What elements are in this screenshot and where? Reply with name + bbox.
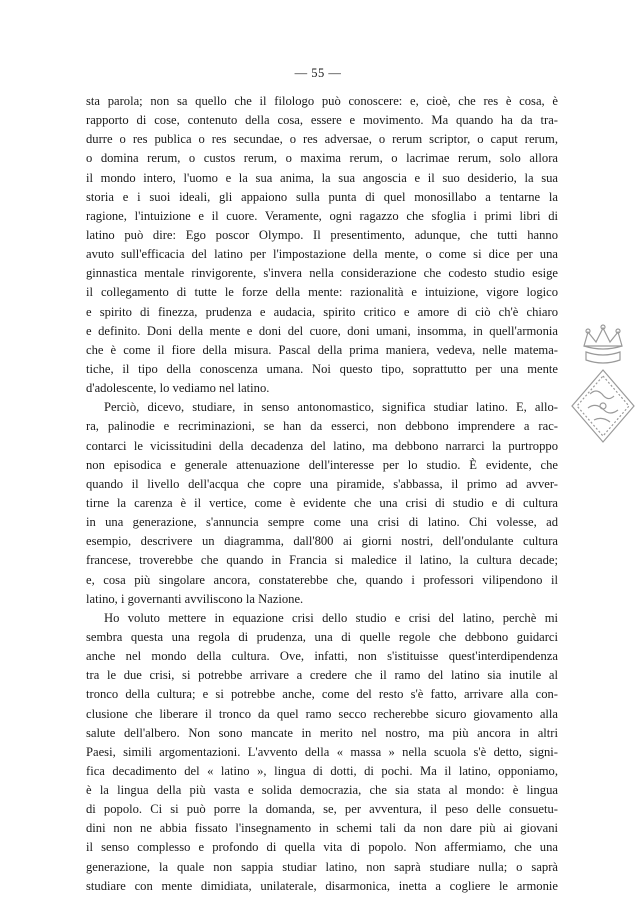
text-line: non episodica e generale attenuazione dell'interesse per lo studio. È evidente, che [86, 457, 558, 472]
body-text [86, 92, 558, 896]
text-line: Ho voluto mettere in equazione crisi dello studio e crisi del latino, perchè mi [104, 610, 558, 625]
text-line: di popolo. Ci si può porre la domanda, se, per avventura, il peso delle consuetu- [86, 802, 558, 817]
text-line: e spirito di finezza, prudenza e audacia, spirito critico e amore di ciò ch'è chiaro [86, 304, 558, 319]
text-line: quando il livello dell'acqua che copre una piramide, s'abbassa, il primo ad avver- [86, 476, 558, 491]
text-line: storia e i suoi ideali, gli appaiono sulla punta di quel monosillabo a tentarne la [86, 189, 558, 204]
text-line: sembra questa una regola di prudenza, una di quelle regole che debbono guidarci [86, 629, 558, 644]
text-line: generazione, la quale non sappia studiar latino, non saprà studiare nulla; o saprà [86, 859, 558, 874]
text-line: durre o res publica o res secundae, o res adversae, o rerum scriptor, o caput rerum, [86, 132, 558, 147]
text-line: contarci le vicissitudini della decadenza del latino, ma debbono narrarci la purtroppo [86, 438, 558, 453]
text-line: esempio, descrivere un diagramma, dall'800 ai giorni nostri, dell'ondulante cultura [86, 534, 558, 549]
text-line: avuto sull'efficacia del latino per l'impostazione della mente, o come si dice per una [86, 247, 558, 262]
text-line: e, cosa più singolare ancora, constaterebbe che, quando i professori vilipendono il [86, 572, 558, 587]
text-line: il collegamento di tutte le forze della mente: razionalità e intuizione, vigore logico [86, 285, 558, 300]
text-line: il mondo intero, l'uomo e la sua anima, la sua angoscia e il suo desiderio, la sua [86, 170, 558, 185]
text-line: in una generazione, s'annuncia sempre come una crisi di latino. Chi volesse, ad [86, 515, 558, 530]
page-number: — 55 — [294, 66, 342, 80]
text-line: rapporto di cose, contenuto della cosa, essere e movimento. Ma quando ha da tra- [86, 113, 558, 128]
text-line: sta parola; non sa quello che il filologo può conoscere: e, cioè, che res è cosa, è [86, 94, 558, 108]
text-line: ginnastica mentale rinvigorente, s'invera nella considerazione che codesto studio esige [86, 266, 558, 281]
text-line: è la lingua della più vasta e solida democrazia, che sia stata al mondo: è lingua [86, 783, 558, 798]
text-line: tiche, il tipo della conoscenza umana. Noi questo tipo, soprattutto per una mente [86, 361, 558, 376]
text-line: tirne la carenza è il vertice, come è evidente che una crisi di studio e di cultura [86, 495, 558, 510]
text-line: ragione, l'intuizione e il cuore. Veramente, ogni ragazzo che sfoglia i primi libri di [86, 208, 558, 223]
text-line: francese, troverebbe che quando in Francia si maledice il latino, la cultura decade; [86, 553, 558, 568]
text-line: studiare con mente dimidiata, unilaterale, disarmonica, inetta a cogliere le armonie [86, 878, 558, 893]
text-line: ra, palinodie e recriminazioni, se han da esserci, non debbono imprendere a rac- [86, 419, 558, 434]
text-line: il senso complesso e profondo di quella vita di popolo. Non affermiamo, che una [86, 840, 558, 855]
text-line: fica decadimento del « latino », lingua di dotti, di pochi. Ma il latino, opponiamo, [86, 763, 558, 778]
text-line: latino, i governanti avviliscono la Nazione. [86, 591, 304, 606]
text-line: e definito. Doni della mente e doni del cuore, doni umani, insomma, in quell'armonia [86, 323, 558, 338]
text-line: tronco della cultura; e si potrebbe anche, come del resto s'è fatto, arrivare alla con- [86, 687, 558, 702]
text-line: Perciò, dicevo, studiare, in senso antonomastico, significa studiar latino. E, allo- [104, 400, 558, 415]
text-line: che è come il fiore della misura. Pascal della prima maniera, vedeva, nelle matema- [86, 342, 558, 357]
text-line: Paesi, simili argomentazioni. L'avvento della « massa » nella scuola s'è detto, signi- [86, 744, 558, 759]
text-line: tra le due crisi, si potrebbe arrivare a credere che il ramo del latino sia inutile al [86, 668, 558, 683]
text-line: anche nel mondo della cultura. Ove, infatti, non s'istituisse quest'interdipendenza [86, 649, 558, 664]
text-line: clusione che liberare il tronco da quel ramo secco recherebbe sicuro giovamento alla [86, 706, 558, 721]
crowned-crest-stamp-icon [566, 322, 636, 462]
text-line: o domina rerum, o custos rerum, o maxima rerum, o lacrimae rerum, solo allora [86, 151, 558, 166]
library-stamp [566, 322, 636, 462]
text-line: d'adolescente, lo vediamo nel latino. [86, 381, 270, 396]
text-line: latino può dire: Ego poscor Olympo. Il presentimento, adunque, che tutti hanno [86, 227, 558, 242]
text-line: salute dell'albero. Non sono mancate in merito nel nostro, ma più ancora in altri [86, 725, 558, 740]
text-line: dini non ne abbia fissato l'insegnamento in schemi tali da non dare più ai giovani [86, 821, 558, 836]
